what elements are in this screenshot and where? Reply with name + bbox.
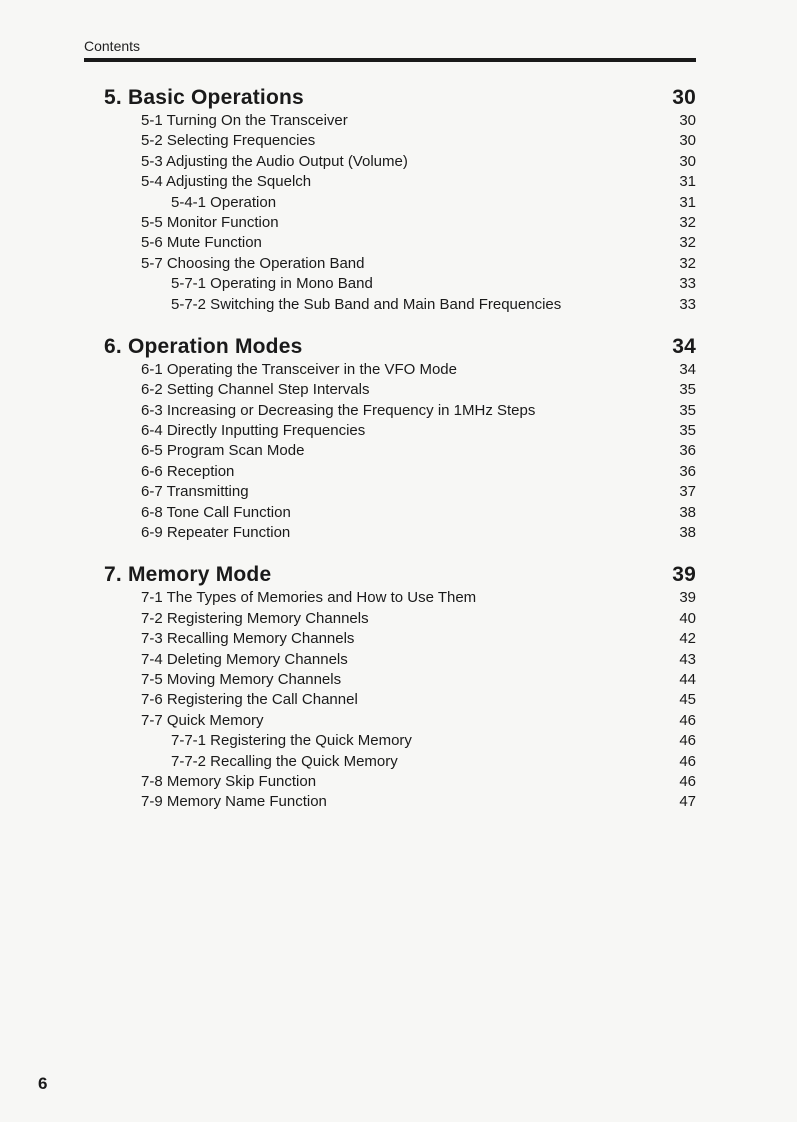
header-rule: [84, 58, 696, 62]
entry-page: 40: [679, 609, 696, 627]
toc-entry: [104, 172, 696, 192]
entry-page: 46: [679, 711, 696, 729]
entry-title: 5-7 Choosing the Operation Band: [141, 254, 365, 272]
chapter-title: 7. Memory Mode: [104, 563, 272, 587]
entry-title: 5-4 Adjusting the Squelch: [141, 173, 312, 191]
entry-title: 7-2 Registering Memory Channels: [141, 609, 369, 627]
entry-page: 36: [679, 462, 696, 480]
toc-entry: [104, 360, 696, 380]
toc-subentry: [104, 295, 696, 315]
entry-title: 7-4 Deleting Memory Channels: [141, 650, 348, 668]
chapter-page: 30: [672, 86, 696, 109]
running-header: Contents: [84, 38, 141, 54]
entry-title: 5-2 Selecting Frequencies: [141, 132, 316, 150]
entry-title: 5-7-2 Switching the Sub Band and Main Band Frequencies: [171, 295, 562, 313]
entry-title: 6-1 Operating the Transceiver in the VFO Mode: [141, 360, 457, 378]
toc-entry: [104, 503, 696, 523]
entry-title: 6-5 Program Scan Mode: [141, 442, 305, 460]
toc-subentry: [104, 193, 696, 213]
toc-entry: [104, 152, 696, 172]
entry-page: 30: [679, 132, 696, 150]
entry-title: 5-4-1 Operation: [171, 193, 277, 211]
toc-section: [104, 333, 696, 544]
entry-title: 6-8 Tone Call Function: [141, 503, 291, 521]
entry-page: 39: [679, 589, 696, 607]
toc-subentry: [104, 752, 696, 772]
entry-title: 7-7-2 Recalling the Quick Memory: [171, 752, 398, 770]
toc-entry: [104, 441, 696, 461]
entry-title: 7-7 Quick Memory: [141, 711, 264, 729]
chapter-page: 39: [672, 563, 696, 587]
entry-title: 5-5 Monitor Function: [141, 213, 279, 231]
entry-page: 35: [679, 381, 696, 399]
toc-entry: [104, 670, 696, 690]
entry-title: 7-7-1 Registering the Quick Memory: [171, 732, 412, 750]
toc-entry: [104, 629, 696, 649]
entry-title: 7-8 Memory Skip Function: [141, 772, 317, 790]
toc-entry: [104, 609, 696, 629]
entry-title: 7-5 Moving Memory Channels: [141, 670, 342, 688]
entry-title: 6-2 Setting Channel Step Intervals: [141, 381, 370, 399]
toc-entry: [104, 523, 696, 543]
toc-entry: [104, 380, 696, 400]
entry-page: 46: [679, 752, 696, 770]
toc-entry: [104, 482, 696, 502]
toc-entry: [104, 421, 696, 441]
toc-entry: [104, 650, 696, 670]
toc-entry: [104, 462, 696, 482]
entry-title: 5-6 Mute Function: [141, 234, 262, 252]
toc-entry: [104, 213, 696, 233]
entry-page: 46: [679, 772, 696, 790]
entry-page: 32: [679, 213, 696, 231]
entry-page: 43: [679, 650, 696, 668]
entry-page: 31: [679, 193, 696, 211]
entry-title: 7-6 Registering the Call Channel: [141, 691, 358, 709]
entry-title: 6-7 Transmitting: [141, 483, 249, 501]
entry-page: 47: [679, 793, 696, 811]
toc-chapter-entry: [104, 84, 696, 111]
chapter-page: 34: [672, 334, 696, 358]
toc-chapter-entry: [104, 561, 696, 588]
toc-subentry: [104, 274, 696, 294]
entry-title: 7-9 Memory Name Function: [141, 793, 327, 811]
entry-title: 7-3 Recalling Memory Channels: [141, 630, 355, 648]
entry-page: 31: [679, 173, 696, 191]
entry-page: 37: [679, 483, 696, 501]
chapter-title: 6. Operation Modes: [104, 334, 303, 358]
entry-page: 46: [679, 732, 696, 750]
entry-title: 7-1 The Types of Memories and How to Use Them: [141, 589, 477, 607]
entry-page: 42: [679, 630, 696, 648]
entry-page: 38: [679, 503, 696, 521]
toc-entry: [104, 690, 696, 710]
entry-title: 6-9 Repeater Function: [141, 524, 291, 542]
toc-entry: [104, 588, 696, 608]
toc-entry: [104, 131, 696, 151]
entry-title: 5-3 Adjusting the Audio Output (Volume): [141, 152, 408, 170]
entry-page: 35: [679, 401, 696, 419]
toc-entry: [104, 254, 696, 274]
entry-title: 6-6 Reception: [141, 462, 235, 480]
entry-title: 6-4 Directly Inputting Frequencies: [141, 422, 366, 440]
toc-entry: [104, 111, 696, 131]
table-of-contents: [104, 84, 696, 813]
toc-subentry: [104, 731, 696, 751]
entry-page: 44: [679, 670, 696, 688]
entry-page: 32: [679, 234, 696, 252]
entry-title: 5-1 Turning On the Transceiver: [141, 112, 348, 129]
toc-entry: [104, 792, 696, 812]
toc-entry: [104, 233, 696, 253]
toc-section: [104, 561, 696, 812]
toc-entry: [104, 401, 696, 421]
toc-section: [104, 84, 696, 315]
entry-title: 5-7-1 Operating in Mono Band: [171, 275, 373, 293]
entry-page: 38: [679, 524, 696, 542]
entry-title: 6-3 Increasing or Decreasing the Frequency in 1MHz Steps: [141, 401, 536, 419]
entry-page: 32: [679, 254, 696, 272]
page-number: 6: [38, 1074, 48, 1093]
entry-page: 34: [679, 360, 696, 378]
entry-page: 30: [679, 152, 696, 170]
entry-page: 45: [679, 691, 696, 709]
entry-page: 33: [679, 275, 696, 293]
toc-chapter-entry: [104, 333, 696, 360]
entry-page: 35: [679, 422, 696, 440]
chapter-title: 5. Basic Operations: [104, 86, 304, 109]
toc-entry: [104, 711, 696, 731]
toc-entry: [104, 772, 696, 792]
entry-page: 30: [679, 112, 696, 129]
entry-page: 33: [679, 295, 696, 313]
entry-page: 36: [679, 442, 696, 460]
